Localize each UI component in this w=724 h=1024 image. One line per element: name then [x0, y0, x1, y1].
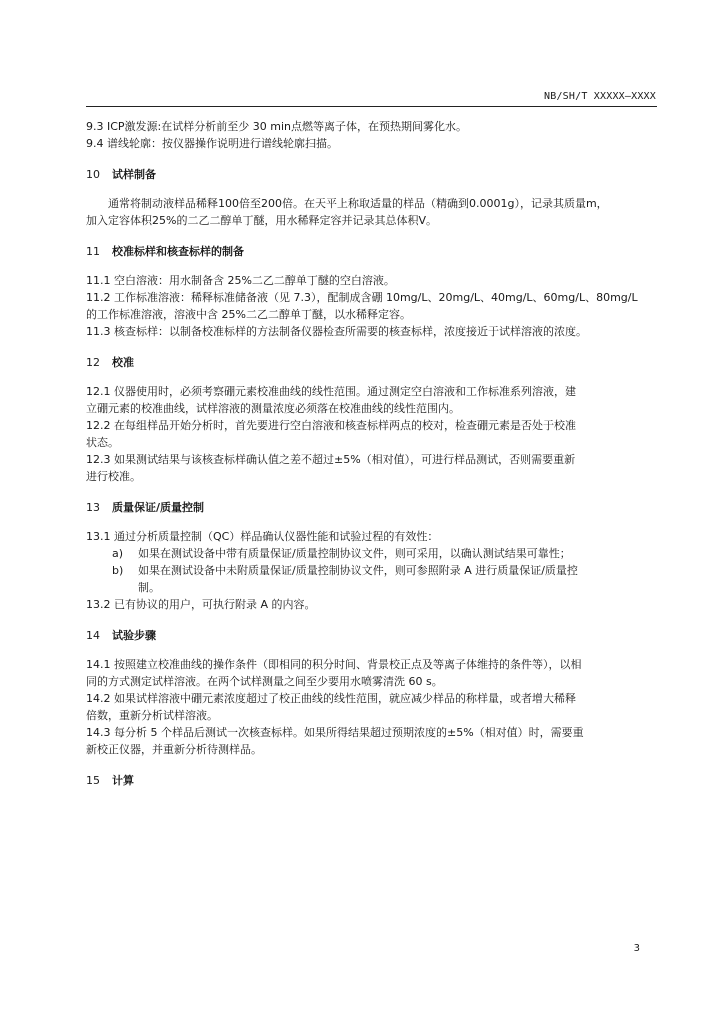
clause-14-1-line-1: 14.1 按照建立校准曲线的操作条件（即相同的积分时间、背景校正点及等离子体维持的条件等），以相 — [86, 658, 582, 671]
section-10-paragraph-line-2: 加入定容体积25%的二乙二醇单丁醚，用水稀释定容并记录其总体积V。 — [86, 214, 437, 227]
section-13-heading — [86, 499, 658, 516]
clause-12-3-line-2: 进行校准。 — [86, 470, 141, 483]
list-text: 如果在测试设备中带有质量保证/质量控制协议文件，则可采用，以确认测试结果可靠性； — [138, 547, 571, 560]
clause-12-1-line-1: 12.1 仪器使用时，必须考察硼元素校准曲线的线性范围。通过测定空白溶液和工作标准系列溶液，建 — [86, 385, 576, 398]
section-title: 校准标样和核查标样的制备 — [112, 245, 244, 258]
list-label: b) — [112, 564, 124, 577]
list-item-a — [86, 545, 658, 562]
header-rule — [86, 106, 657, 107]
section-number: 13 — [86, 501, 100, 514]
section-number: 11 — [86, 245, 100, 258]
section-10-paragraph-line-1: 通常将制动液样品稀释100倍至200倍。在天平上称取适量的样品（精确到0.0001g），记录其质量m， — [108, 197, 608, 210]
clause-9-3: 9.3 ICP激发源:在试样分析前至少 30 min点燃等离子体，在预热期间雾化水。 — [86, 120, 467, 133]
clause-13-2: 13.2 已有协议的用户，可执行附录 A 的内容。 — [86, 598, 316, 611]
section-10-heading — [86, 166, 658, 183]
clause-12-3-line-1: 12.3 如果测试结果与该核查标样确认值之差不超过±5%（相对值），可进行样品测试，否则需要重新 — [86, 453, 576, 466]
section-number: 15 — [86, 774, 100, 787]
clause-14-3-line-1: 14.3 每分析 5 个样品后测试一次核查标样。如果所得结果超过预期浓度的±5%（相对值）时，需要重 — [86, 726, 584, 739]
clause-11-2-line-2: 的工作标准溶液，溶液中含 25%二乙二醇单丁醚，以水稀释定容。 — [86, 308, 411, 321]
list-item-b-continuation: 制。 — [138, 581, 160, 594]
section-title: 试验步骤 — [112, 629, 156, 642]
list-item-b — [86, 562, 658, 579]
clause-14-3-line-2: 新校正仪器，并重新分析待测样品。 — [86, 743, 262, 756]
section-title: 计算 — [112, 774, 134, 787]
section-title: 校准 — [112, 356, 134, 369]
section-number: 12 — [86, 356, 100, 369]
clause-11-3: 11.3 核查标样：以制备校准标样的方法制备仪器检查所需要的核查标样，浓度接近于试样溶液的浓度。 — [86, 325, 587, 338]
section-11-heading — [86, 243, 658, 260]
clause-14-2-line-2: 倍数，重新分析试样溶液。 — [86, 709, 218, 722]
section-12-heading — [86, 354, 658, 371]
section-title: 试样制备 — [112, 168, 156, 181]
clause-12-2-line-2: 状态。 — [86, 436, 119, 449]
document-code: NB/SH/T XXXXX—XXXX — [544, 91, 656, 102]
clause-14-1-line-2: 同的方式测定试样溶液。在两个试样测量之间至少要用水喷雾清洗 60 s。 — [86, 675, 443, 688]
list-label: a) — [112, 547, 124, 560]
clause-14-2-line-1: 14.2 如果试样溶液中硼元素浓度超过了校正曲线的线性范围，就应减少样品的称样量，或者增大稀释 — [86, 692, 576, 705]
section-number: 10 — [86, 168, 100, 181]
clause-11-2-line-1: 11.2 工作标准溶液：稀释标准储备液（见 7.3），配制成含硼 10mg/L、20mg/L、40mg/L、60mg/L、80mg/L — [86, 291, 638, 304]
clause-13-1: 13.1 通过分析质量控制（QC）样品确认仪器性能和试验过程的有效性： — [86, 530, 439, 543]
clause-12-2-line-1: 12.2 在每组样品开始分析时，首先要进行空白溶液和核查标样两点的校对，检查硼元素是否处于校准 — [86, 419, 576, 432]
page-number: 3 — [633, 943, 640, 954]
section-15-heading — [86, 772, 658, 789]
section-14-heading — [86, 627, 658, 644]
clause-11-1: 11.1 空白溶液：用水制备含 25%二乙二醇单丁醚的空白溶液。 — [86, 274, 395, 287]
clause-12-1-line-2: 立硼元素的校准曲线，试样溶液的测量浓度必须落在校准曲线的线性范围内。 — [86, 402, 460, 415]
section-title: 质量保证/质量控制 — [112, 501, 205, 514]
section-number: 14 — [86, 629, 100, 642]
document-body — [86, 118, 658, 789]
list-text: 如果在测试设备中未附质量保证/质量控制协议文件，则可参照附录 A 进行质量保证/质量控 — [138, 564, 578, 577]
clause-9-4: 9.4 谱线轮廓：按仪器操作说明进行谱线轮廓扫描。 — [86, 137, 338, 150]
